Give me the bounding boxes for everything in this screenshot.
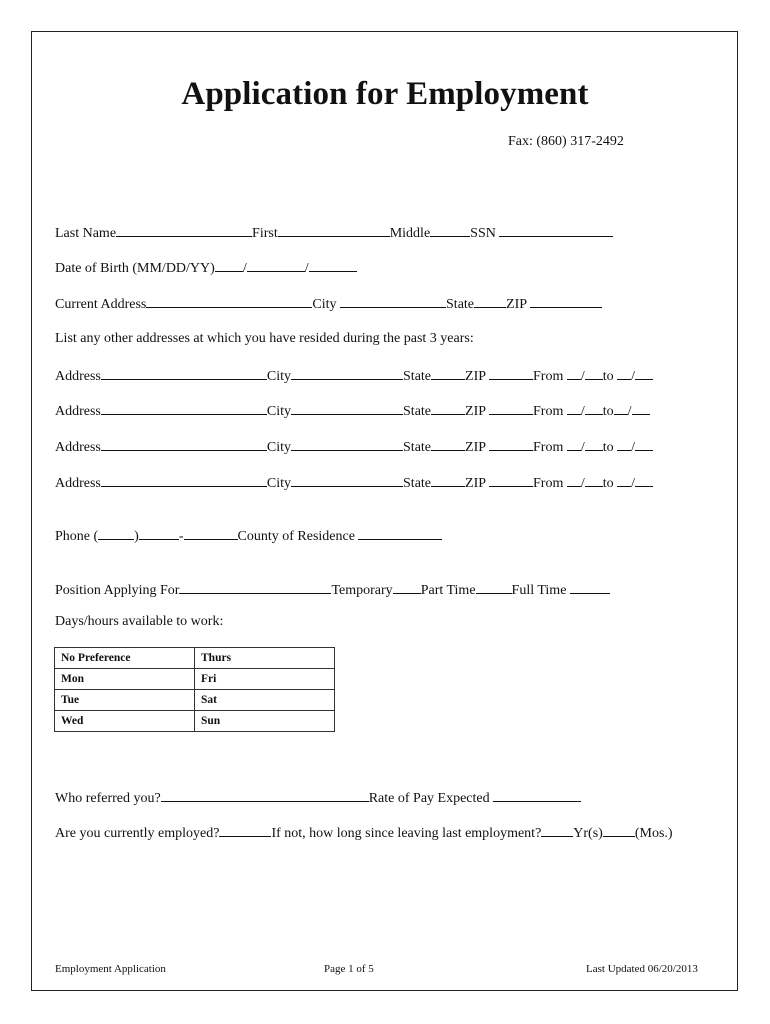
if-not-label: If not, how long since leaving last employment?	[271, 826, 542, 841]
to-year-field[interactable]	[635, 436, 653, 451]
city-label: City	[312, 297, 337, 312]
days-table	[54, 647, 335, 732]
address-row: Address City State ZIP From / to /	[55, 436, 653, 456]
table-row	[55, 669, 335, 690]
day-option[interactable]: Mon	[55, 669, 195, 690]
zip-label: ZIP	[465, 440, 486, 455]
footer-last-updated: Last Updated 06/20/2013	[586, 963, 698, 975]
city-field[interactable]	[291, 400, 403, 415]
day-option[interactable]: Tue	[55, 690, 195, 711]
phone-prefix-field[interactable]	[139, 525, 179, 540]
day-option[interactable]: Thurs	[195, 648, 335, 669]
from-label: From	[533, 440, 564, 455]
from-year-field[interactable]	[585, 436, 603, 451]
city-field[interactable]	[291, 436, 403, 451]
from-year-field[interactable]	[585, 400, 603, 415]
address-row: Address City State ZIP From / to /	[55, 365, 653, 385]
employed-row	[55, 822, 673, 842]
address-row: Address City State ZIP From / to /	[55, 400, 650, 420]
address-label: Address	[55, 404, 101, 419]
to-label: to	[602, 369, 614, 384]
from-label: From	[533, 404, 564, 419]
ssn-field[interactable]	[499, 222, 613, 237]
temporary-field[interactable]	[393, 579, 421, 594]
zip-field[interactable]	[489, 365, 533, 380]
state-field[interactable]	[431, 365, 465, 380]
first-name-field[interactable]	[278, 222, 390, 237]
footer-left: Employment Application	[55, 963, 166, 975]
zip-field[interactable]	[489, 400, 533, 415]
full-time-label: Full Time	[511, 583, 567, 598]
state-field[interactable]	[431, 400, 465, 415]
address-row: Address City State ZIP From / to /	[55, 472, 653, 492]
day-option[interactable]: Fri	[195, 669, 335, 690]
position-label: Position Applying For	[55, 583, 180, 598]
address-label: Address	[55, 440, 101, 455]
zip-label: ZIP	[465, 369, 486, 384]
city-field[interactable]	[291, 472, 403, 487]
day-option[interactable]: Sat	[195, 690, 335, 711]
state-label: State	[403, 369, 432, 384]
from-label: From	[533, 369, 564, 384]
dob-day-field[interactable]	[247, 257, 305, 272]
months-label: (Mos.)	[634, 826, 673, 841]
middle-name-label: Middle	[389, 226, 431, 241]
from-year-field[interactable]	[585, 365, 603, 380]
phone-area-code-field[interactable]	[98, 525, 134, 540]
middle-name-field[interactable]	[430, 222, 470, 237]
zip-label: ZIP	[465, 476, 486, 491]
dob-month-field[interactable]	[215, 257, 243, 272]
address-label: Address	[55, 369, 101, 384]
from-month-field[interactable]	[567, 400, 581, 415]
to-month-field[interactable]	[617, 365, 631, 380]
city-label: City	[266, 440, 292, 455]
zip-field[interactable]	[489, 472, 533, 487]
footer-page-number: Page 1 of 5	[324, 963, 374, 975]
full-time-field[interactable]	[570, 579, 610, 594]
from-month-field[interactable]	[567, 436, 581, 451]
address-field[interactable]	[101, 400, 267, 415]
name-row	[55, 222, 613, 242]
temporary-label: Temporary	[331, 583, 393, 598]
day-option[interactable]: Sun	[195, 711, 335, 732]
state-field[interactable]	[431, 472, 465, 487]
to-year-field[interactable]	[632, 400, 650, 415]
last-name-label: Last Name	[55, 226, 117, 241]
days-available-label: Days/hours available to work:	[55, 614, 224, 629]
to-year-field[interactable]	[635, 365, 653, 380]
to-month-field[interactable]	[614, 400, 628, 415]
zip-label: ZIP	[465, 404, 486, 419]
city-field[interactable]	[291, 365, 403, 380]
city-label: City	[266, 404, 292, 419]
current-address-field[interactable]	[146, 293, 312, 308]
years-label: Yr(s)	[573, 826, 603, 841]
part-time-field[interactable]	[476, 579, 512, 594]
state-label: State	[403, 404, 432, 419]
years-field[interactable]	[541, 822, 573, 837]
to-month-field[interactable]	[617, 472, 631, 487]
county-label: County of Residence	[237, 529, 355, 544]
city-label: City	[266, 369, 292, 384]
page-title: Application for Employment	[181, 76, 589, 112]
state-label: State	[403, 476, 432, 491]
address-field[interactable]	[101, 365, 267, 380]
current-address-row	[55, 293, 602, 313]
current-address-label: Current Address	[55, 297, 147, 312]
dob-row: Date of Birth (MM/DD/YY) / /	[55, 257, 357, 277]
table-row	[55, 648, 335, 669]
city-field[interactable]	[340, 293, 446, 308]
zip-field[interactable]	[489, 436, 533, 451]
to-label: to	[602, 476, 614, 491]
rate-label: Rate of Pay Expected	[368, 791, 490, 806]
months-field[interactable]	[603, 822, 635, 837]
day-option[interactable]: No Preference	[55, 648, 195, 669]
dob-year-field[interactable]	[309, 257, 357, 272]
fax-number: Fax: (860) 317-2492	[508, 134, 624, 149]
city-label: City	[266, 476, 292, 491]
zip-field[interactable]	[530, 293, 602, 308]
zip-label: ZIP	[506, 297, 527, 312]
to-label: to	[602, 440, 614, 455]
rate-field[interactable]	[493, 787, 581, 802]
from-month-field[interactable]	[567, 365, 581, 380]
from-year-field[interactable]	[585, 472, 603, 487]
last-name-field[interactable]	[116, 222, 252, 237]
phone-label: Phone (	[55, 529, 99, 544]
page-border	[31, 31, 738, 991]
address-label: Address	[55, 476, 101, 491]
to-month-field[interactable]	[617, 436, 631, 451]
position-field[interactable]	[179, 579, 331, 594]
phone-line-field[interactable]	[184, 525, 238, 540]
county-field[interactable]	[358, 525, 442, 540]
address-field[interactable]	[101, 472, 267, 487]
state-field[interactable]	[431, 436, 465, 451]
to-label: to	[602, 404, 614, 419]
position-row	[55, 579, 610, 599]
from-label: From	[533, 476, 564, 491]
employed-label: Are you currently employed?	[55, 826, 220, 841]
state-field[interactable]	[474, 293, 506, 308]
state-label: State	[446, 297, 475, 312]
from-month-field[interactable]	[567, 472, 581, 487]
referred-row	[55, 787, 581, 807]
referred-label: Who referred you?	[55, 791, 161, 806]
state-label: State	[403, 440, 432, 455]
address-field[interactable]	[101, 436, 267, 451]
part-time-label: Part Time	[420, 583, 476, 598]
first-name-label: First	[252, 226, 278, 241]
to-year-field[interactable]	[635, 472, 653, 487]
table-row	[55, 711, 335, 732]
other-addresses-prompt: List any other addresses at which you have resided during the past 3 years:	[55, 331, 474, 346]
table-row	[55, 690, 335, 711]
day-option[interactable]: Wed	[55, 711, 195, 732]
dob-label: Date of Birth (MM/DD/YY)	[55, 261, 215, 276]
phone-row: Phone ( ) - County of Residence	[55, 525, 442, 545]
employed-field[interactable]	[219, 822, 271, 837]
ssn-label: SSN	[470, 226, 496, 241]
referred-field[interactable]	[161, 787, 369, 802]
